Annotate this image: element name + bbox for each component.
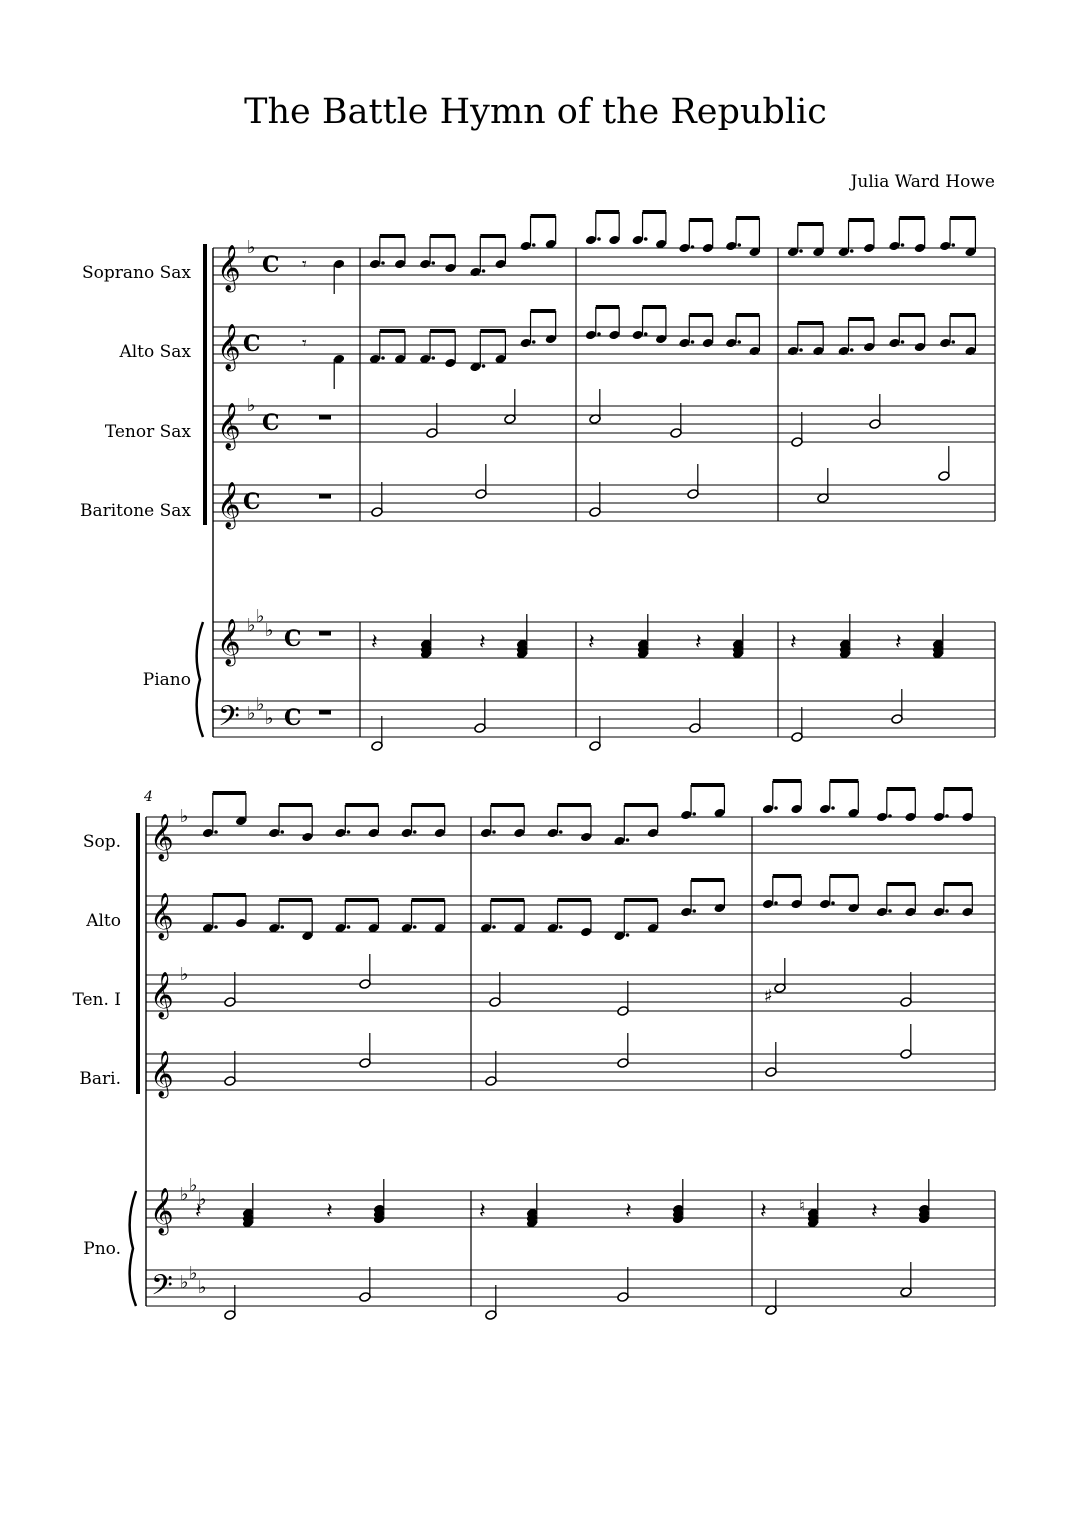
time-signature: C (284, 705, 302, 731)
rest-icon (319, 631, 331, 636)
treble-clef-icon: 𝄞 (150, 1188, 174, 1234)
rest-icon: 𝄽 (326, 1199, 333, 1224)
staff-label-tenor: Tenor Sax (104, 422, 191, 442)
augmentation-dot (737, 340, 741, 344)
augmentation-dot (431, 356, 435, 360)
augmentation-dot (951, 243, 955, 247)
flat-icon: ♭ (265, 620, 274, 641)
augmentation-dot (945, 909, 949, 913)
flat-icon: ♭ (247, 237, 256, 258)
rest-icon (319, 415, 331, 420)
augmentation-dot (559, 925, 563, 929)
bass-clef-icon: 𝄢 (218, 700, 240, 740)
augmentation-dot (214, 925, 218, 929)
flat-icon: ♭ (265, 708, 274, 729)
augmentation-dot (901, 243, 905, 247)
staff-label-alto-short: Alto (86, 911, 121, 931)
flat-icon: ♭ (247, 615, 256, 636)
bass-clef-icon: 𝄢 (151, 1269, 173, 1309)
sharp-icon: ♯ (764, 986, 773, 1007)
augmentation-dot (347, 925, 351, 929)
composer: Julia Ward Howe (850, 172, 995, 192)
rest-icon: 𝄽 (871, 1199, 878, 1224)
flat-icon: ♭ (247, 395, 256, 416)
flat-icon: ♭ (189, 1175, 198, 1196)
treble-clef-icon: 𝄞 (217, 482, 241, 528)
flat-icon: ♭ (247, 703, 256, 724)
staff-label-bari: Bari. (79, 1069, 121, 1089)
augmentation-dot (492, 830, 496, 834)
rest-icon: 𝄾 (302, 333, 307, 354)
augmentation-dot (381, 261, 385, 265)
augmentation-dot (692, 909, 696, 913)
flat-icon: ♭ (180, 1272, 189, 1293)
flat-icon: ♭ (189, 1263, 198, 1284)
natural-icon: ♮ (799, 1196, 805, 1215)
augmentation-dot (482, 269, 486, 273)
treble-clef-icon: 𝄞 (150, 893, 174, 939)
rest-icon: 𝄽 (760, 1199, 767, 1224)
augmentation-dot (799, 249, 803, 253)
staff-label-baritone: Baritone Sax (79, 501, 191, 521)
rest-icon (319, 710, 331, 715)
augmentation-dot (532, 243, 536, 247)
rest-icon: 𝄽 (479, 1199, 486, 1224)
staff-label-piano: Piano (142, 670, 191, 690)
staff-label-pno: Pno. (83, 1239, 121, 1259)
treble-clef-icon: 𝄞 (217, 324, 241, 370)
rest-icon: 𝄾 (302, 254, 307, 275)
time-signature: C (284, 626, 302, 652)
treble-clef-icon: 𝄞 (217, 245, 241, 291)
staff-bracket (136, 813, 140, 1094)
augmentation-dot (901, 340, 905, 344)
augmentation-dot (831, 806, 835, 810)
flat-icon: ♭ (256, 606, 265, 627)
piano-brace (130, 1191, 136, 1306)
flat-icon: ♭ (198, 1277, 207, 1298)
rest-icon: 𝄽 (695, 630, 702, 655)
rest-icon: 𝄽 (895, 630, 902, 655)
augmentation-dot (597, 237, 601, 241)
rest-icon: 𝄽 (625, 1199, 632, 1224)
staff-label-soprano: Soprano Sax (82, 263, 191, 283)
augmentation-dot (799, 348, 803, 352)
augmentation-dot (644, 332, 648, 336)
augmentation-dot (431, 261, 435, 265)
augmentation-dot (831, 901, 835, 905)
rest-icon: 𝄽 (479, 630, 486, 655)
augmentation-dot (692, 812, 696, 816)
rest-icon: 𝄽 (790, 630, 797, 655)
augmentation-dot (214, 830, 218, 834)
augmentation-dot (413, 830, 417, 834)
augmentation-dot (951, 340, 955, 344)
augmentation-dot (888, 814, 892, 818)
flat-icon: ♭ (256, 694, 265, 715)
augmentation-dot (413, 925, 417, 929)
measure-number: 4 (144, 789, 153, 805)
augmentation-dot (626, 838, 630, 842)
augmentation-dot (644, 237, 648, 241)
augmentation-dot (280, 830, 284, 834)
augmentation-dot (774, 806, 778, 810)
flat-icon: ♭ (198, 1189, 207, 1210)
augmentation-dot (850, 249, 854, 253)
augmentation-dot (850, 348, 854, 352)
treble-clef-icon: 𝄞 (217, 619, 241, 665)
treble-clef-icon: 𝄞 (150, 814, 174, 860)
time-signature: C (262, 252, 280, 278)
augmentation-dot (597, 332, 601, 336)
piano-brace (197, 622, 203, 737)
staff-bracket (203, 244, 207, 525)
augmentation-dot (691, 340, 695, 344)
rest-icon: 𝄽 (588, 630, 595, 655)
flat-icon: ♭ (180, 1184, 189, 1205)
augmentation-dot (888, 909, 892, 913)
staff-label-alto: Alto Sax (119, 342, 191, 362)
augmentation-dot (691, 245, 695, 249)
augmentation-dot (280, 925, 284, 929)
time-signature: C (243, 489, 261, 515)
augmentation-dot (381, 356, 385, 360)
augmentation-dot (626, 933, 630, 937)
augmentation-dot (945, 814, 949, 818)
augmentation-dot (347, 830, 351, 834)
rest-icon: 𝄽 (371, 630, 378, 655)
rest-icon: 𝄽 (195, 1199, 202, 1224)
treble-clef-icon: 𝄞 (150, 972, 174, 1018)
rest-icon (319, 494, 331, 499)
augmentation-dot (737, 243, 741, 247)
treble-clef-icon: 𝄞 (217, 403, 241, 449)
augmentation-dot (492, 925, 496, 929)
augmentation-dot (482, 364, 486, 368)
time-signature: C (243, 331, 261, 357)
score-title: The Battle Hymn of the Republic (244, 92, 827, 132)
treble-clef-icon: 𝄞 (150, 1051, 174, 1097)
augmentation-dot (532, 340, 536, 344)
flat-icon: ♭ (180, 806, 189, 827)
time-signature: C (262, 410, 280, 436)
flat-icon: ♭ (180, 964, 189, 985)
augmentation-dot (774, 901, 778, 905)
augmentation-dot (559, 830, 563, 834)
staff-label-ten: Ten. I (72, 990, 121, 1010)
staff-label-sop: Sop. (82, 832, 121, 852)
